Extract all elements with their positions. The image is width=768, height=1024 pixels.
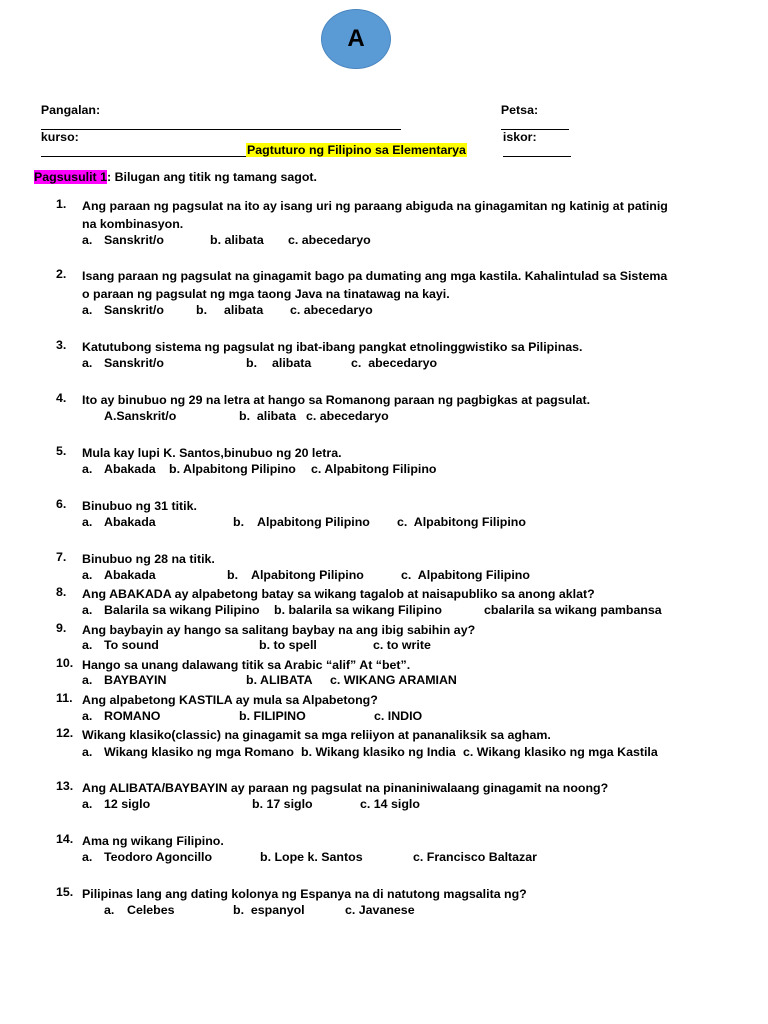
answer-option[interactable]: c. abecedaryo [290, 303, 373, 317]
answer-option[interactable]: Balarila sa wikang Pilipino [104, 603, 260, 617]
question-number: 10. [56, 656, 74, 670]
answer-option[interactable]: a. [82, 515, 93, 529]
name-label: Pangalan: [40, 103, 101, 117]
answer-option[interactable]: a. [82, 356, 93, 370]
question-number: 14. [56, 832, 74, 846]
answer-option[interactable]: c. Alpabitong Filipino [311, 462, 437, 476]
question-number: 5. [56, 444, 67, 458]
answer-option[interactable]: c. to write [373, 638, 431, 652]
answer-option[interactable]: c. Alpabitong Filipino [401, 568, 530, 582]
answer-option[interactable]: Wikang klasiko ng mga Romano [104, 745, 294, 759]
question-text: Ang paraan ng pagsulat na ito ay isang uri ng paraang abiguda na ginagamitan ng katinig at patinig na kombinasyon. [82, 199, 668, 231]
answer-option[interactable]: Abakada [104, 515, 156, 529]
answer-option[interactable]: c. Javanese [345, 903, 415, 917]
question-number: 2. [56, 267, 67, 281]
answer-option[interactable]: cbalarila sa wikang pambansa [484, 603, 662, 617]
page-title: Pagtuturo ng Filipino sa Elementarya [247, 143, 466, 157]
instruction-text: : Bilugan ang titik ng tamang sagot. [107, 170, 317, 184]
answer-option[interactable]: Abakada [104, 568, 156, 582]
answer-option[interactable]: BAYBAYIN [104, 673, 167, 687]
answer-option[interactable]: a. [82, 603, 93, 617]
score-field [496, 116, 571, 160]
answer-option[interactable]: b. alibata [239, 409, 297, 423]
question-number: 1. [56, 197, 67, 211]
question-text: Ang ALIBATA/BAYBAYIN ay paraan ng pagsulat na pinaniniwalaang ginagamit na noong? [82, 781, 609, 795]
answer-option[interactable]: b. [227, 568, 239, 582]
answer-option[interactable]: b. ALIBATA [246, 673, 313, 687]
test-tag: Pagsusulit 1 [34, 170, 107, 184]
answer-option[interactable]: Alpabitong Pilipino [251, 568, 364, 582]
question-number: 11. [56, 691, 73, 705]
question-number: 13. [56, 779, 74, 793]
question-text: Pilipinas lang ang dating kolonya ng Espanya na di natutong magsalita ng? [82, 887, 527, 901]
answer-option[interactable]: c. Wikang klasiko ng mga Kastila [463, 745, 658, 759]
answer-option[interactable]: c. 14 siglo [360, 797, 420, 811]
answer-option[interactable]: a. [82, 233, 93, 247]
question-text: Hango sa unang dalawang titik sa Arabic “alif” At “bet”. [82, 658, 411, 672]
answer-option[interactable]: a. [82, 303, 93, 317]
answer-option[interactable]: alibata [224, 303, 264, 317]
answer-option[interactable]: Alpabitong Pilipino [257, 515, 370, 529]
answer-option[interactable]: a. [82, 673, 93, 687]
answer-option[interactable]: b. [233, 515, 245, 529]
answer-option[interactable]: a. [82, 709, 93, 723]
answer-option[interactable]: ROMANO [104, 709, 161, 723]
answer-option[interactable]: a. [82, 638, 93, 652]
answer-option[interactable]: c. abecedaryo [288, 233, 371, 247]
question-text: Wikang klasiko(classic) na ginagamit sa mga reliiyon at pananaliksik sa agham. [82, 728, 551, 742]
question-number: 8. [56, 585, 67, 599]
date-label: Petsa: [500, 103, 539, 117]
answer-option[interactable]: b. [246, 356, 258, 370]
section-badge: A [321, 9, 391, 69]
answer-option[interactable]: alibata [272, 356, 312, 370]
answer-option[interactable]: Celebes [127, 903, 175, 917]
question-text: Katutubong sistema ng pagsulat ng ibat-ibang pangkat etnolinggwistiko sa Pilipinas. [82, 340, 583, 354]
answer-option[interactable]: c. Francisco Baltazar [413, 850, 537, 864]
answer-option[interactable]: Teodoro Agoncillo [104, 850, 213, 864]
answer-option[interactable]: a. [82, 797, 93, 811]
answer-option[interactable]: a. [104, 903, 115, 917]
answer-option[interactable]: b. Wikang klasiko ng India [301, 745, 456, 759]
question-text: Ang alpabetong KASTILA ay mula sa Alpabetong? [82, 693, 378, 707]
question-text: Ama ng wikang Filipino. [82, 834, 224, 848]
answer-option[interactable]: b. Lope k. Santos [260, 850, 363, 864]
answer-option[interactable]: b. Alpabitong Pilipino [169, 462, 296, 476]
answer-option[interactable]: a. [82, 850, 93, 864]
question-text: Binubuo ng 31 titik. [82, 499, 197, 513]
answer-option[interactable]: b. to spell [259, 638, 317, 652]
answer-option[interactable]: To sound [104, 638, 159, 652]
question-text: Ang baybayin ay hango sa salitang baybay na ang ibig sabihin ay? [82, 623, 476, 637]
answer-option[interactable]: a. [82, 462, 93, 476]
question-text: Ito ay binubuo ng 29 na letra at hango sa Romanong paraan ng pagbigkas at pagsulat. [82, 393, 591, 407]
answer-option[interactable]: a. [82, 568, 93, 582]
answer-option[interactable]: c. abecedaryo [351, 356, 438, 370]
score-blank[interactable] [503, 144, 571, 157]
answer-option[interactable]: Sanskrit/o [104, 356, 164, 370]
question-text: Mula kay lupi K. Santos,binubuo ng 20 letra. [82, 446, 342, 460]
course-label: kurso: [40, 130, 79, 144]
question-number: 9. [56, 621, 67, 635]
question-number: 4. [56, 391, 67, 405]
answer-option[interactable]: b. [196, 303, 208, 317]
answer-option[interactable]: b. alibata [210, 233, 264, 247]
answer-option[interactable]: b. 17 siglo [252, 797, 313, 811]
question-text: Isang paraan ng pagsulat na ginagamit bago pa dumating ang mga kastila. Kahalintulad sa Sistema o paraan ng pagsulat ng mga taong Java na tinatawag na kayi. [82, 269, 668, 301]
answer-option[interactable]: b. espanyol [233, 903, 305, 917]
answer-option[interactable]: a. [82, 745, 93, 759]
answer-option[interactable]: A.Sanskrit/o [104, 409, 177, 423]
answer-option[interactable]: Sanskrit/o [104, 303, 164, 317]
answer-option[interactable]: c. WIKANG ARAMIAN [330, 673, 457, 687]
answer-option[interactable]: c. abecedaryo [306, 409, 389, 423]
question-number: 6. [56, 497, 67, 511]
answer-option[interactable]: 12 siglo [104, 797, 151, 811]
question-number: 7. [56, 550, 67, 564]
question-text: Ang ABAKADA ay alpabetong batay sa wikang tagalob at naisapubliko sa anong aklat? [82, 587, 595, 601]
question-number: 12. [56, 726, 74, 740]
question-number: 3. [56, 338, 67, 352]
answer-option[interactable]: c. INDIO [374, 709, 423, 723]
question-text: Binubuo ng 28 na titik. [82, 552, 215, 566]
answer-option[interactable]: c. Alpabitong Filipino [397, 515, 526, 529]
instruction [34, 170, 317, 184]
question-number: 15. [56, 885, 74, 899]
answer-option[interactable]: b. FILIPINO [239, 709, 306, 723]
answer-option[interactable]: Sanskrit/o [104, 233, 164, 247]
answer-option[interactable]: Abakada [104, 462, 156, 476]
score-label: iskor: [502, 130, 537, 144]
answer-option[interactable]: b. balarila sa wikang Filipino [274, 603, 442, 617]
